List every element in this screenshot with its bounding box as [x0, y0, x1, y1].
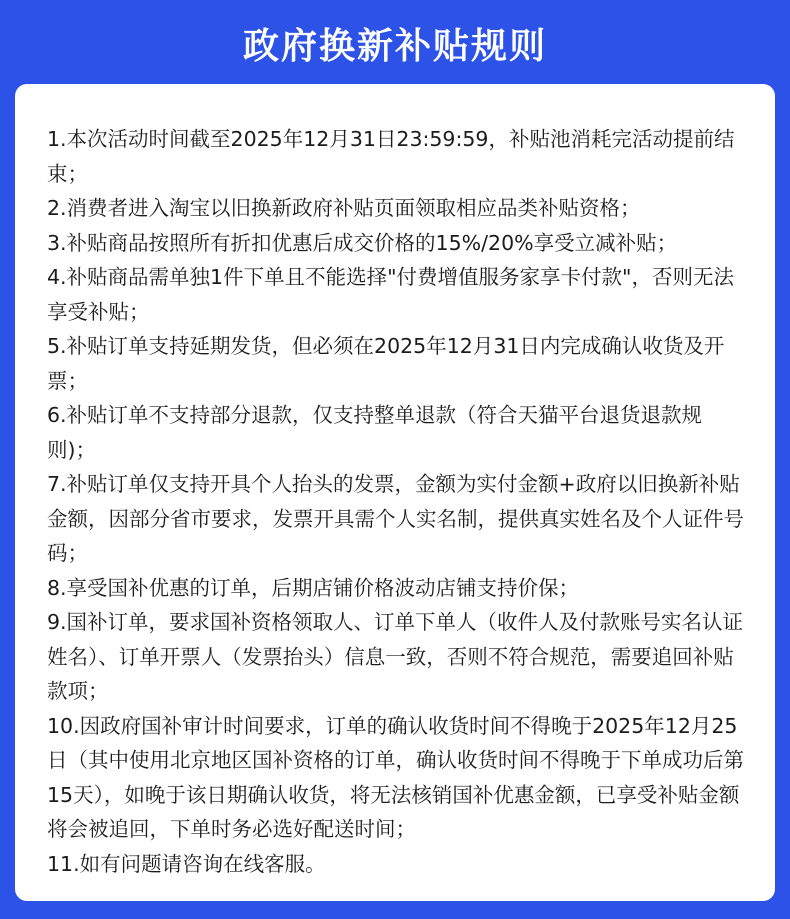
rule-item: 9.国补订单，要求国补资格领取人、订单下单人（收件人及付款账号实名认证姓名）、订单开票人（发票抬头）信息一致，否则不符合规范，需要追回补贴款项； [47, 610, 744, 703]
rule-item: 1.本次活动时间截至2025年12月31日23:59:59，补贴池消耗完活动提前结束； [47, 127, 735, 186]
rule-item: 8.享受国补优惠的订单，后期店铺价格波动店铺支持价保； [47, 575, 580, 600]
rule-item: 7.补贴订单仅支持开具个人抬头的发票，金额为实付金额+政府以旧换新补贴金额，因部分省市要求，发票开具需个人实名制，提供真实姓名及个人证件号码； [47, 472, 744, 565]
rule-item: 5.补贴订单支持延期发货，但必须在2025年12月31日内完成确认收货及开票； [47, 334, 725, 393]
rule-item: 4.补贴商品需单独1件下单且不能选择"付费增值服务家享卡付款"，否则无法享受补贴； [47, 265, 734, 324]
page-title: 政府换新补贴规则 [242, 26, 547, 67]
rule-item: 10.因政府国补审计时间要求，订单的确认收货时间不得晚于2025年12月25日（其中使用北京地区国补资格的订单，确认收货时间不得晚于下单成功后第15天），如晚于该日期确认收货，将无法核销国补优惠金额，已享受补贴金额将会被追回，下单时务必选好配送时间； [47, 713, 744, 841]
rule-item: 6.补贴订单不支持部分退款，仅支持整单退款（符合天猫平台退货退款规则)； [47, 403, 703, 462]
rules-card [15, 84, 775, 901]
rule-item: 2.消费者进入淘宝以旧换新政府补贴页面领取相应品类补贴资格； [47, 196, 641, 220]
rule-item: 11.如有问题请咨询在线客服。 [47, 851, 326, 876]
rule-item: 3.补贴商品按照所有折扣优惠后成交价格的15%/20%享受立减补贴； [47, 230, 678, 255]
